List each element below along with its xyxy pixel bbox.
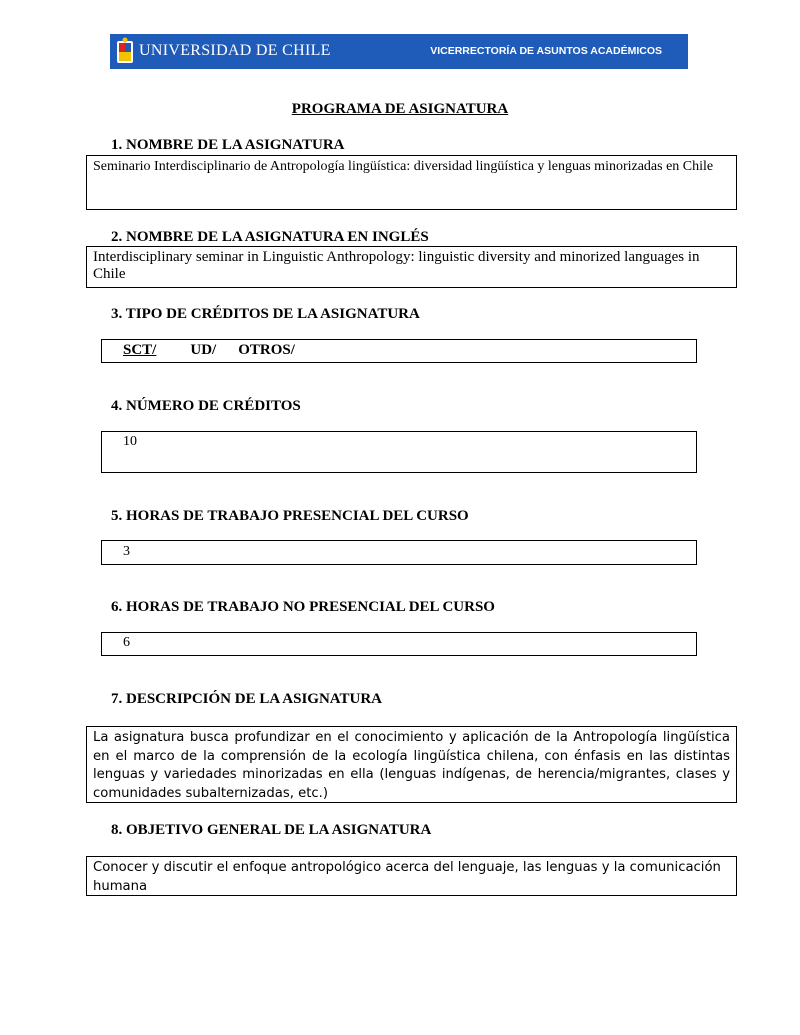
non-presential-hours-field	[101, 632, 697, 656]
credit-option-otros: OTROS/	[238, 342, 295, 358]
section-3-heading: 3. TIPO DE CRÉDITOS DE LA ASIGNATURA	[111, 306, 420, 322]
section-6-heading: 6. HORAS DE TRABAJO NO PRESENCIAL DEL CURSO	[111, 599, 495, 615]
university-crest-icon	[116, 37, 134, 65]
section-7-heading: 7. DESCRIPCIÓN DE LA ASIGNATURA	[111, 691, 383, 707]
office-name: VICERRECTORÍA DE ASUNTOS ACADÉMICOS	[430, 45, 662, 57]
section-1-heading: 1. NOMBRE DE LA ASIGNATURA	[111, 137, 345, 153]
section-2-heading: 2. NOMBRE DE LA ASIGNATURA EN INGLÉS	[111, 229, 429, 245]
course-name-english-value: Interdisciplinary seminar in Linguistic Anthropology: linguistic diversity and minorized languages in Chile	[93, 249, 700, 282]
section-5-heading: 5. HORAS DE TRABAJO PRESENCIAL DEL CURSO	[111, 508, 469, 524]
course-name-value: Seminario Interdisciplinario de Antropología lingüística: diversidad lingüística y lenguas minorizadas en Chile	[93, 159, 714, 174]
general-objective-value: Conocer y discutir el enfoque antropológico acerca del lenguaje, las lenguas y la comunicación humana	[93, 860, 721, 894]
course-description-value: La asignatura busca profundizar en el conocimiento y aplicación de la Antropología lingüística en el marco de la comprensión de la ecología lingüística chilena, con énfasis en las distintas lenguas y variedades minorizadas en ella (lenguas indígenas, de herencia/migrantes, clases y comunidades subalternizadas, etc.)	[93, 730, 730, 801]
general-objective-field	[86, 856, 737, 896]
credit-option-sct: SCT/	[123, 342, 157, 358]
header-banner	[110, 34, 688, 69]
university-name: UNIVERSIDAD DE CHILE	[139, 42, 331, 59]
section-8-heading: 8. OBJETIVO GENERAL DE LA ASIGNATURA	[111, 822, 432, 838]
course-name-field	[86, 155, 737, 210]
course-name-english-field	[86, 246, 737, 288]
credits-number-field	[101, 431, 697, 473]
presential-hours-field	[101, 540, 697, 565]
credit-type-field	[101, 339, 697, 363]
credit-option-ud: UD/	[190, 342, 217, 358]
section-4-heading: 4. NÚMERO DE CRÉDITOS	[111, 398, 301, 414]
non-presential-hours-value: 6	[123, 635, 130, 650]
page-title: PROGRAMA DE ASIGNATURA	[291, 101, 509, 117]
presential-hours-value: 3	[123, 544, 130, 559]
credits-number-value: 10	[123, 434, 137, 449]
course-description-field	[86, 726, 737, 803]
